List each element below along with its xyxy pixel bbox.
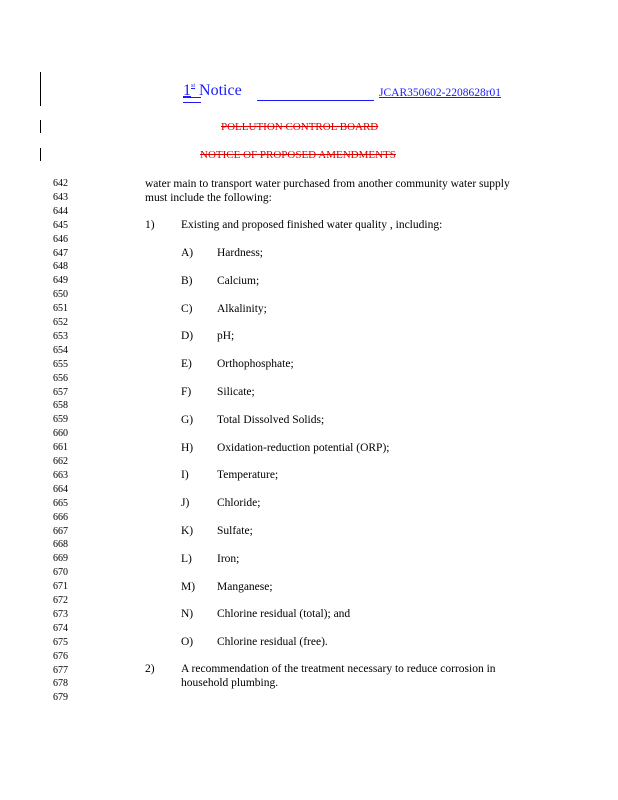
line-number: 657 bbox=[53, 386, 68, 398]
line-number: 667 bbox=[53, 525, 68, 537]
notice-label: Notice bbox=[199, 82, 242, 99]
line-number: 673 bbox=[53, 608, 68, 620]
line-number: 647 bbox=[53, 247, 68, 259]
line-number: 670 bbox=[53, 567, 68, 579]
line-number: 669 bbox=[53, 553, 68, 565]
subitem-text: Hardness; bbox=[217, 247, 263, 259]
notice-superscript: st bbox=[191, 83, 196, 89]
subitem-label: L) bbox=[181, 552, 192, 565]
subitem-text: Orthophosphate; bbox=[217, 358, 294, 371]
line-number: 650 bbox=[53, 289, 68, 301]
line-number: 643 bbox=[53, 191, 68, 203]
board-title-deleted: POLLUTION CONTROL BOARD bbox=[221, 121, 379, 133]
header-notice bbox=[183, 82, 242, 100]
subitem-label: B) bbox=[181, 274, 193, 287]
subitem-text: Chloride; bbox=[217, 497, 261, 510]
line-number: 674 bbox=[53, 622, 68, 634]
change-bar bbox=[40, 72, 41, 106]
line-number: 656 bbox=[53, 372, 68, 384]
line-number: 664 bbox=[53, 483, 68, 495]
item-2-number: 2) bbox=[145, 663, 155, 675]
subitem-label: C) bbox=[181, 302, 193, 315]
subitem-text: Temperature; bbox=[217, 469, 279, 482]
line-number: 675 bbox=[53, 636, 68, 648]
document-id: JCAR350602-2208628r01 bbox=[379, 87, 502, 99]
header-underline bbox=[257, 100, 374, 101]
subitem-label: I) bbox=[181, 469, 189, 482]
subitem-text: Alkalinity; bbox=[217, 302, 267, 315]
subitem-label: H) bbox=[181, 441, 194, 454]
change-bar bbox=[40, 148, 41, 161]
subitem-label: N) bbox=[181, 608, 194, 621]
subitem-text: Silicate; bbox=[217, 386, 255, 398]
subitem-text: pH; bbox=[217, 330, 235, 343]
line-number: 676 bbox=[53, 650, 68, 662]
line-number: 662 bbox=[53, 456, 68, 467]
line-number: 677 bbox=[53, 664, 68, 676]
subitem-text: Chlorine residual (free). bbox=[217, 636, 328, 649]
line-number: 679 bbox=[53, 692, 68, 704]
line-number: 668 bbox=[53, 539, 68, 551]
item-1-text: Existing and proposed finished water quality , including: bbox=[181, 219, 443, 231]
subitem-label: E) bbox=[181, 358, 192, 371]
line-number: 678 bbox=[53, 678, 68, 690]
item-2-line-1: A recommendation of the treatment necessary to reduce corrosion in bbox=[181, 663, 496, 675]
subitem-text: Calcium; bbox=[217, 274, 260, 287]
subitem-label: O) bbox=[181, 636, 194, 649]
line-number: 653 bbox=[53, 330, 68, 342]
subitem-label: J) bbox=[181, 497, 190, 510]
subitem-label: K) bbox=[181, 525, 194, 537]
subitem-text: Manganese; bbox=[217, 580, 273, 593]
subitem-text: Iron; bbox=[217, 552, 240, 565]
item-1-number: 1) bbox=[145, 219, 155, 231]
line-number: 646 bbox=[53, 233, 68, 245]
line-number: 649 bbox=[53, 275, 68, 287]
subitem-text: Oxidation-reduction potential (ORP); bbox=[217, 441, 390, 454]
line-number: 658 bbox=[53, 400, 68, 412]
item-2-line-2: household plumbing. bbox=[181, 677, 279, 689]
subitem-label: M) bbox=[181, 580, 196, 593]
line-number: 665 bbox=[53, 497, 68, 509]
subitem-label: G) bbox=[181, 413, 194, 426]
intro-line-1: water main to transport water purchased from another community water supply bbox=[145, 178, 510, 190]
line-number: 644 bbox=[53, 205, 68, 217]
subitem-text: Chlorine residual (total); and bbox=[217, 608, 351, 621]
notice-number: 1 bbox=[183, 82, 191, 99]
change-bar bbox=[40, 120, 41, 133]
intro-line-2: must include the following: bbox=[145, 192, 272, 204]
line-number: 652 bbox=[53, 317, 68, 328]
subitem-label: D) bbox=[181, 330, 194, 343]
line-number: 671 bbox=[53, 581, 68, 593]
line-number: 663 bbox=[53, 469, 68, 481]
line-number: 651 bbox=[53, 303, 68, 315]
line-number: 645 bbox=[53, 219, 68, 231]
line-number: 648 bbox=[53, 261, 68, 273]
line-number: 655 bbox=[53, 358, 68, 370]
subitem-text: Total Dissolved Solids; bbox=[217, 413, 325, 426]
line-number: 654 bbox=[53, 344, 68, 356]
line-number: 661 bbox=[53, 442, 68, 454]
subitem-label: A) bbox=[181, 247, 194, 259]
line-number: 642 bbox=[53, 178, 68, 189]
subitem-text: Sulfate; bbox=[217, 525, 253, 537]
line-number: 666 bbox=[53, 511, 68, 523]
line-number: 659 bbox=[53, 414, 68, 426]
line-number: 660 bbox=[53, 428, 68, 440]
notice-title-deleted: NOTICE OF PROPOSED AMENDMENTS bbox=[200, 149, 396, 161]
line-number: 672 bbox=[53, 595, 68, 606]
subitem-label: F) bbox=[181, 386, 192, 398]
